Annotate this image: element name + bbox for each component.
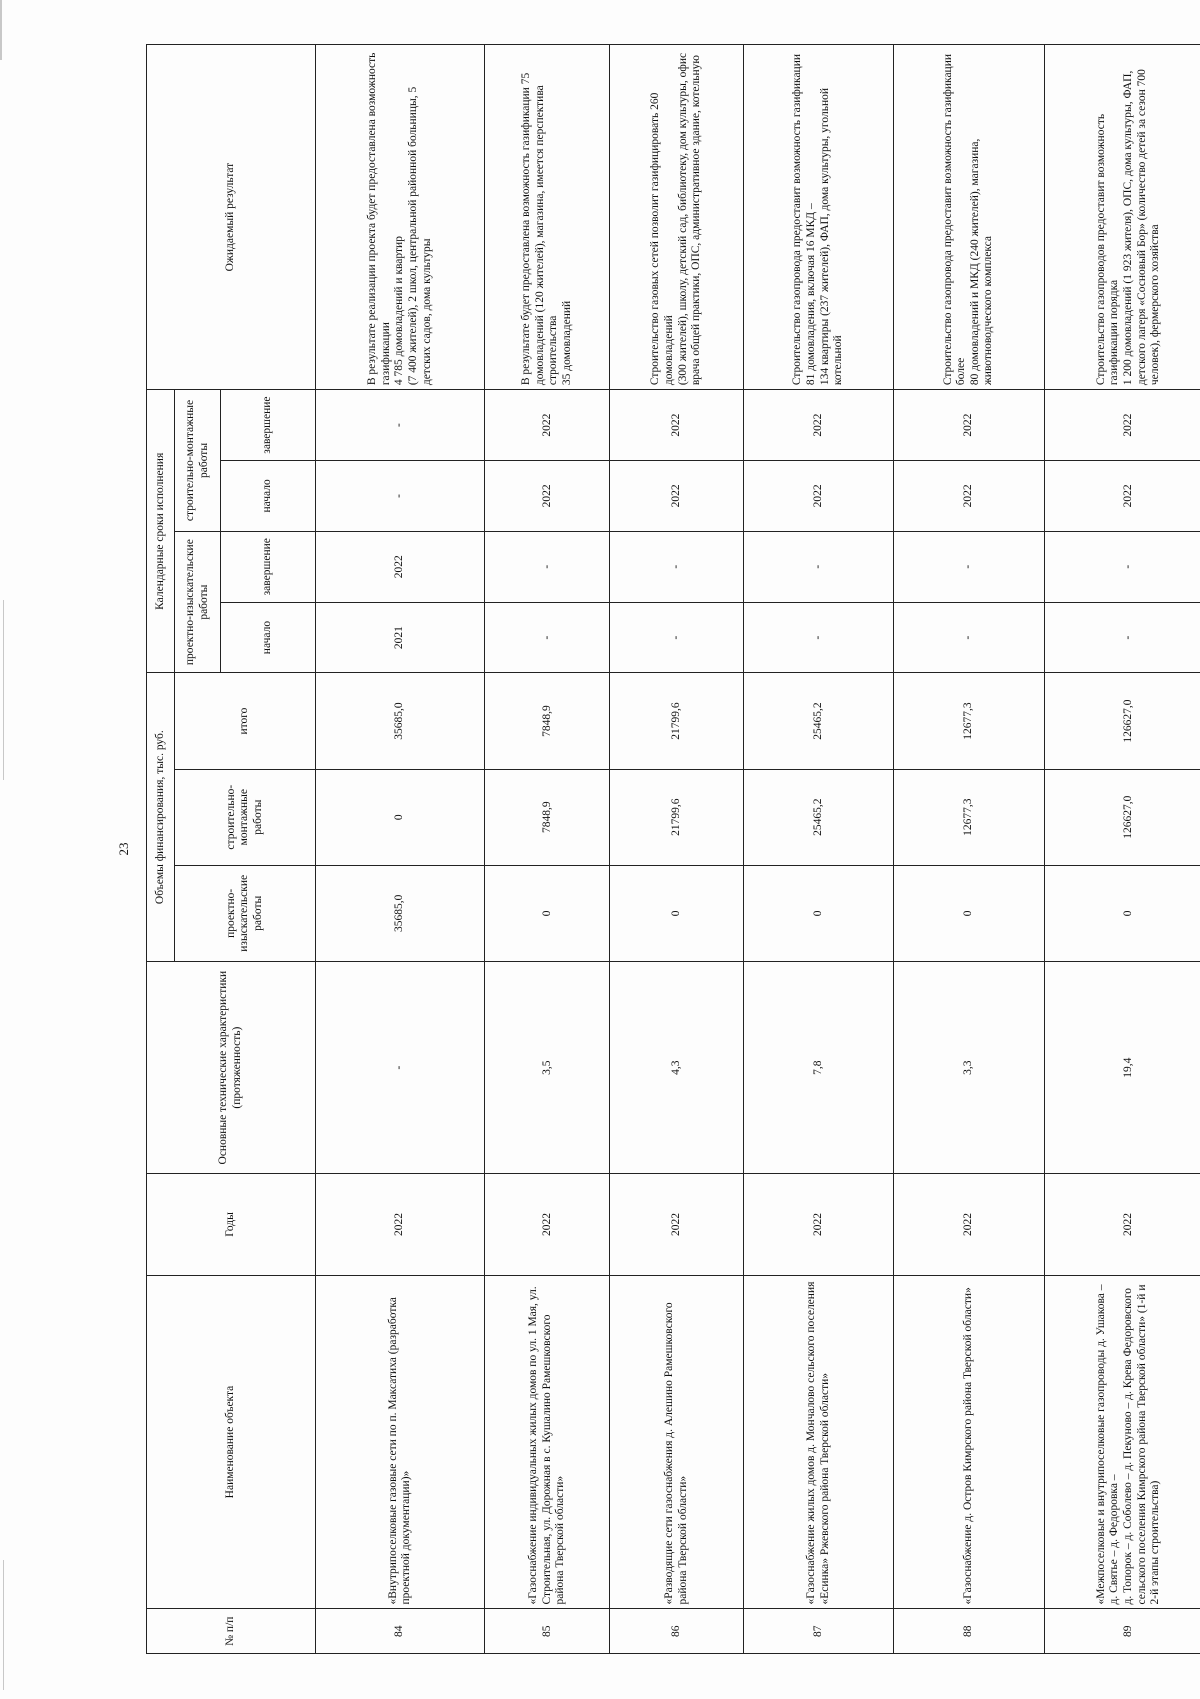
table-row — [743, 45, 893, 1654]
cell-no: 88 — [894, 1609, 1044, 1654]
cell-name: «Разводящие сети газоснабжения д. Алешино Рамешковского района Тверской области» — [610, 1275, 744, 1609]
cell-years: 2022 — [610, 1174, 744, 1275]
cell-survey-start: 2021 — [316, 602, 485, 673]
header-fund-survey: проектно-изыскательские работы — [175, 865, 316, 961]
cell-construction-start: 2022 — [610, 460, 744, 531]
header-name: Наименование объекта — [147, 1275, 316, 1609]
cell-construction-end: 2022 — [743, 390, 893, 461]
table-row — [1044, 45, 1200, 1654]
cell-tech: 3,5 — [485, 961, 610, 1174]
cell-survey-start: - — [610, 602, 744, 673]
cell-fund-construction: 126627,0 — [1044, 769, 1200, 865]
cell-fund-survey: 0 — [1044, 865, 1200, 961]
header-tech: Основные технические характеристики (протяженность) — [147, 961, 316, 1174]
cell-fund-total: 126627,0 — [1044, 673, 1200, 769]
cell-fund-construction: 12677,3 — [894, 769, 1044, 865]
table-row — [610, 45, 744, 1654]
cell-construction-end: - — [316, 390, 485, 461]
cell-tech: 4,3 — [610, 961, 744, 1174]
cell-construction-start: 2022 — [743, 460, 893, 531]
cell-result: Строительство газопровода предоставит возможность газификации более 80 домовладений и МКД (240 жителей), магазина, животноводческого комплекса — [894, 45, 1044, 390]
cell-fund-total: 12677,3 — [894, 673, 1044, 769]
cell-result: В результате реализации проекта будет предоставлена возможность газификации 4 785 домовладений и квартир (7 400 жителей), 2 школ, центральной районной больницы, 5 детских садов, дома культуры — [316, 45, 485, 390]
cell-result: Строительство газовых сетей позволит газифицировать 260 домовладений (300 жителей), школу, детский сад, библиотеку, дом культуры, офис врача общей практики, ОПС, административное здание, котельную — [610, 45, 744, 390]
cell-fund-total: 35685,0 — [316, 673, 485, 769]
cell-no: 84 — [316, 1609, 485, 1654]
cell-tech: 3,3 — [894, 961, 1044, 1174]
cell-fund-construction: 25465,2 — [743, 769, 893, 865]
header-construction-works: строительно-монтажные работы — [175, 390, 221, 532]
cell-fund-survey: 35685,0 — [316, 865, 485, 961]
header-survey-end: завершение — [221, 531, 316, 602]
cell-survey-start: - — [485, 602, 610, 673]
cell-survey-end: - — [485, 531, 610, 602]
cell-years: 2022 — [894, 1174, 1044, 1275]
cell-fund-survey: 0 — [610, 865, 744, 961]
scan-edge-mark — [0, 0, 2, 60]
cell-result: Строительство газопроводов предоставит возможность газификации порядка 1 200 домовладений (1 923 жителя), ОПС, дома культуры, ФАП, детского лагеря «Сосновый Бор» (количество детей за сезон 700 человек), фермерского хозяйства — [1044, 45, 1200, 390]
cell-survey-start: - — [894, 602, 1044, 673]
cell-name: «Межпоселковые и внутрипоселковые газопроводы д. Ушакова – д. Святье – д. Федоровка – д. Топорок – д. Соболево – д. Пекуново – д. Крева Федоровского сельского поселения Кимрского района Тверской области» (1-й и 2-й этапы строительства) — [1044, 1275, 1200, 1609]
cell-name: «Газоснабжение жилых домов д. Мончалово сельского поселения «Есинка» Ржевского района Тверской области» — [743, 1275, 893, 1609]
table-row — [485, 45, 610, 1654]
header-result: Ожидаемый результат — [147, 45, 316, 390]
cell-result: В результате будет предоставлена возможность газификации 75 домовладений (120 жителей), магазина, имеется перспектива строительства 35 домовладений — [485, 45, 610, 390]
header-years: Годы — [147, 1174, 316, 1275]
cell-fund-total: 21799,6 — [610, 673, 744, 769]
cell-construction-end: 2022 — [485, 390, 610, 461]
table-row — [894, 45, 1044, 1654]
cell-survey-end: - — [894, 531, 1044, 602]
page-number: 23 — [116, 842, 131, 856]
header-no: № п/п — [147, 1609, 316, 1654]
scan-edge-mark — [3, 600, 4, 780]
cell-survey-start: - — [743, 602, 893, 673]
cell-name: «Газоснабжение д. Остров Кимрского района Тверской области» — [894, 1275, 1044, 1609]
cell-fund-construction: 7848,9 — [485, 769, 610, 865]
header-fund-total: итого — [175, 673, 316, 769]
cell-name: «Внутрипоселковые газовые сети по п. Максатиха (разработка проектной документации)» — [316, 1275, 485, 1609]
cell-result: Строительство газопровода предоставит возможность газификации 81 домовладения, включая 16 МКД – 134 квартиры (237 жителей), ФАП, дома культуры, угольной котельной — [743, 45, 893, 390]
cell-name: «Газоснабжение индивидуальных жилых домов по ул. 1 Мая, ул. Строительная, ул. Дорожная в с. Кушалино Рамешковского района Тверской области» — [485, 1275, 610, 1609]
header-survey-start: начало — [221, 602, 316, 673]
cell-no: 86 — [610, 1609, 744, 1654]
header-survey-works: проектно-изыскательские работы — [175, 531, 221, 673]
cell-fund-survey: 0 — [485, 865, 610, 961]
cell-no: 89 — [1044, 1609, 1200, 1654]
header-fund-construction: строительно-монтажные работы — [175, 769, 316, 865]
cell-construction-start: 2022 — [894, 460, 1044, 531]
cell-years: 2022 — [743, 1174, 893, 1275]
cell-tech: 19,4 — [1044, 961, 1200, 1174]
cell-construction-end: 2022 — [894, 390, 1044, 461]
rotated-table-container — [146, 44, 1200, 1654]
cell-no: 87 — [743, 1609, 893, 1654]
cell-survey-end: - — [743, 531, 893, 602]
cell-survey-end: 2022 — [316, 531, 485, 602]
cell-fund-construction: 21799,6 — [610, 769, 744, 865]
cell-years: 2022 — [1044, 1174, 1200, 1275]
cell-survey-end: - — [1044, 531, 1200, 602]
cell-fund-total: 7848,9 — [485, 673, 610, 769]
cell-tech: - — [316, 961, 485, 1174]
table-row — [316, 45, 485, 1654]
cell-survey-end: - — [610, 531, 744, 602]
cell-fund-survey: 0 — [743, 865, 893, 961]
header-construction-start: начало — [221, 460, 316, 531]
cell-construction-start: - — [316, 460, 485, 531]
scan-edge-mark — [3, 1560, 4, 1690]
cell-construction-end: 2022 — [1044, 390, 1200, 461]
cell-fund-total: 25465,2 — [743, 673, 893, 769]
cell-tech: 7,8 — [743, 961, 893, 1174]
cell-construction-end: 2022 — [610, 390, 744, 461]
cell-years: 2022 — [485, 1174, 610, 1275]
gasification-objects-table — [146, 44, 1200, 1654]
cell-fund-construction: 0 — [316, 769, 485, 865]
cell-years: 2022 — [316, 1174, 485, 1275]
cell-construction-start: 2022 — [485, 460, 610, 531]
cell-fund-survey: 0 — [894, 865, 1044, 961]
cell-survey-start: - — [1044, 602, 1200, 673]
cell-construction-start: 2022 — [1044, 460, 1200, 531]
header-construction-end: завершение — [221, 390, 316, 461]
cell-no: 85 — [485, 1609, 610, 1654]
header-schedule-group: Календарные сроки исполнения — [147, 390, 175, 673]
header-funding-group: Объемы финансирования, тыс. руб. — [147, 673, 175, 961]
